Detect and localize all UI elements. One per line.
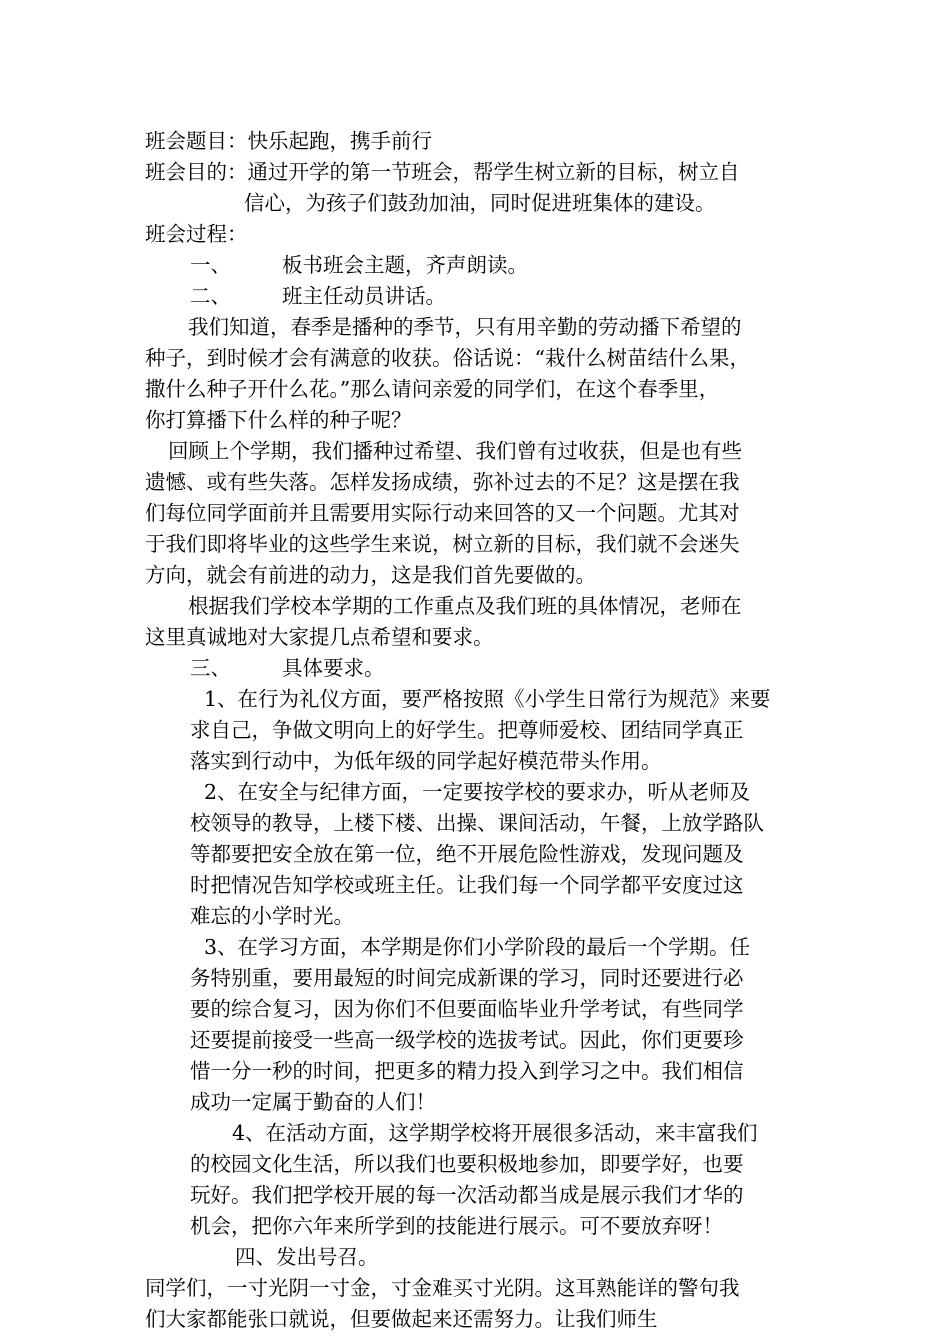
requirement-line: 等都要把安全放在第一位，绝不开展危险性游戏，发现问题及: [190, 842, 744, 866]
paragraph-line: 撒什么种子开什么花。”那么请问亲爱的同学们，在这个春季里，: [145, 377, 720, 401]
paragraph-line: 们每位同学面前并且需要用实际行动来回答的又一个问题。尤其对: [145, 501, 740, 525]
requirement-line: 难忘的小学时光。: [190, 904, 354, 928]
paragraph-line: 遗憾、或有些失落。怎样发扬成绩，弥补过去的不足？这是摆在我: [145, 470, 740, 494]
requirement-line: 惜一分一秒的时间，把更多的精力投入到学习之中。我们相信: [190, 1059, 744, 1083]
paragraph-line: 根据我们学校本学期的工作重点及我们班的具体情况，老师在: [188, 594, 742, 618]
step-3-text: 具体要求。: [282, 656, 385, 680]
requirement-line: 的校园文化生活，所以我们也要积极地参加，即要学好，也要: [190, 1152, 744, 1176]
paragraph-line: 回顾上个学期，我们播种过希望、我们曾有过收获，但是也有些: [168, 439, 742, 463]
requirement-line: 2、在安全与纪律方面，一定要按学校的要求办，听从老师及: [204, 780, 751, 804]
requirement-line: 时把情况告知学校或班主任。让我们每一个同学都平安度过这: [190, 873, 744, 897]
requirement-line: 务特别重，要用最短的时间完成新课的学习，同时还要进行必: [190, 966, 744, 990]
requirement-line: 机会，把你六年来所学到的技能进行展示。可不要放弃呀！: [190, 1214, 723, 1238]
step-1-text: 板书班会主题，齐声朗读。: [282, 253, 528, 277]
paragraph-line: 方向，就会有前进的动力，这是我们首先要做的。: [145, 563, 596, 587]
requirement-line: 4、在活动方面，这学期学校将开展很多活动，来丰富我们: [232, 1121, 758, 1145]
meeting-topic: 班会题目：快乐起跑，携手前行: [145, 129, 432, 153]
paragraph-line: 种子，到时候才会有满意的收获。俗话说：“栽什么树苗结什么果，: [145, 346, 750, 370]
meeting-process-label: 班会过程：: [145, 222, 248, 246]
requirement-line: 还要提前接受一些高一级学校的选拔考试。因此，你们更要珍: [190, 1028, 744, 1052]
requirement-line: 校领导的教导，上楼下楼、出操、课间活动，午餐，上放学路队: [190, 811, 764, 835]
paragraph-line: 于我们即将毕业的这些学生来说，树立新的目标，我们就不会迷失: [145, 532, 740, 556]
requirement-line: 1、在行为礼仪方面，要严格按照《小学生日常行为规范》来要: [204, 687, 771, 711]
paragraph-line: 你打算播下什么样的种子呢？: [145, 408, 412, 432]
requirement-line: 求自己，争做文明向上的好学生。把尊师爱校、团结同学真正: [190, 718, 744, 742]
step-3-number: 三、: [190, 656, 231, 680]
paragraph-line: 我们知道，春季是播种的季节，只有用辛勤的劳动播下希望的: [188, 315, 742, 339]
step-1-number: 一、: [190, 253, 231, 277]
requirement-line: 要的综合复习，因为你们不但要面临毕业升学考试，有些同学: [190, 997, 744, 1021]
requirement-line: 3、在学习方面，本学期是你们小学阶段的最后一个学期。任: [204, 935, 751, 959]
requirement-line: 玩好。我们把学校开展的每一次活动都当成是展示我们才华的: [190, 1183, 744, 1207]
meeting-purpose-line-2: 信心，为孩子们鼓劲加油，同时促进班集体的建设。: [244, 191, 716, 215]
paragraph-line: 们大家都能张口就说，但要做起来还需努力。让我们师生: [145, 1307, 658, 1331]
paragraph-line: 同学们，一寸光阴一寸金，寸金难买寸光阴。这耳熟能详的警句我: [145, 1276, 740, 1300]
meeting-purpose-line-1: 班会目的：通过开学的第一节班会，帮学生树立新的目标，树立自: [145, 160, 740, 184]
step-2-number: 二、: [190, 284, 231, 308]
step-2-text: 班主任动员讲话。: [282, 284, 446, 308]
requirement-line: 成功一定属于勤奋的人们！: [190, 1090, 436, 1114]
requirement-line: 落实到行动中，为低年级的同学起好模范带头作用。: [190, 749, 662, 773]
step-4-text: 四、发出号召。: [235, 1245, 379, 1269]
paragraph-line: 这里真诚地对大家提几点希望和要求。: [145, 625, 494, 649]
